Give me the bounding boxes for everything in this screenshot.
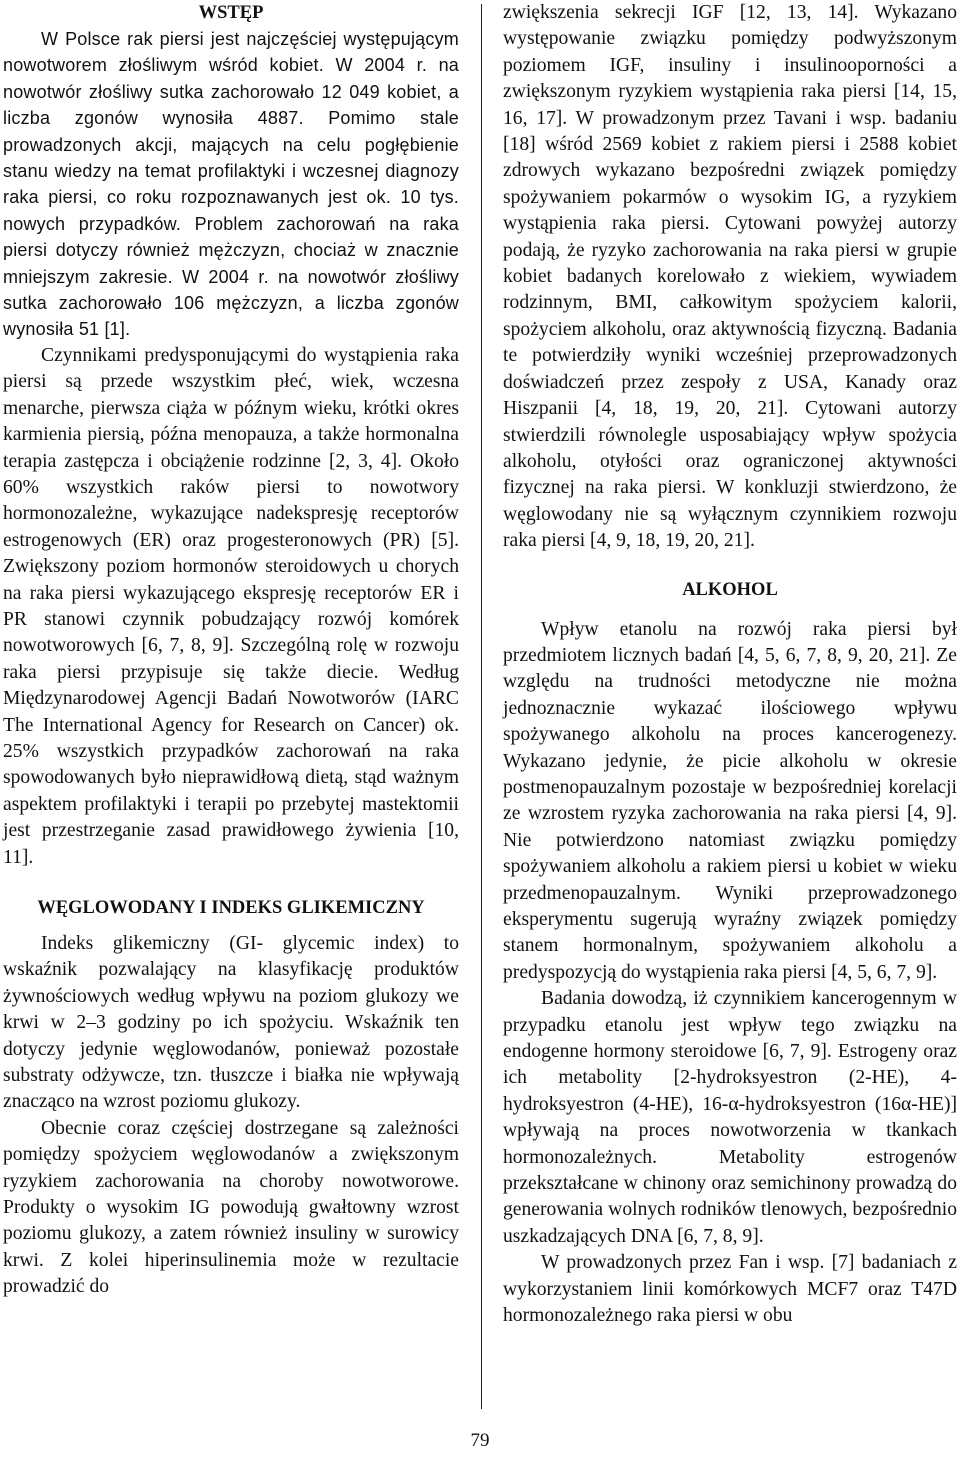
right-column: [503, 0, 957, 1330]
section-heading-alkohol: ALKOHOL: [682, 579, 778, 600]
column-divider: [481, 4, 482, 1409]
paragraph-wstep-2: Czynnikami predysponującymi do wystąpienia raka piersi są przede wszystkim płeć, wiek, wczesna menarche, pierwsza ciąża w późnym wieku, krótki okres karmienia piersią, późna menopauza, a także hormonalna terapia zastępcza i obciążenie rodzinne [2, 3, 4]. Około 60% wszystkich raków piersi to nowotwory hormonozależne, wykazujące nadekspresję receptorów estrogenowych (ER) oraz progesteronowych (PR) [5]. Zwiększony poziom hormonów steroidowych u chorych na raka piersi wykazującego ekspresję receptorów ER i PR stanowi czynnik pobudzający rozwój komórek nowotworowych [6, 7, 8, 9]. Szczególną rolę w rozwoju raka piersi przypisuje się także diecie. Według Międzynarodowej Agencji Badań Nowotworów (IARC The International Agency for Research on Cancer) ok. 25% wszystkich przypadków zachorowań na raka spowodowanych było nieprawidłową dietą, stąd ważnym aspektem profilaktyki i terapii po przebytej mastektomii jest przestrzeganie zasad prawidłowego żywienia [10, 11].: [3, 344, 459, 868]
paragraph-alkohol-3: W prowadzonych przez Fan i wsp. [7] badaniach z wykorzystaniem linii komórkowych MCF7 oraz T47D hormonozależnego raka piersi w obu: [503, 1252, 957, 1327]
paragraph-continued: zwiększenia sekrecji IGF [12, 13, 14]. Wykazano występowanie związku pomiędzy podwyższonym poziomem IGF, insuliny i insulinooporności a zwiększonym ryzykiem wystąpienia raka piersi [14, 15, 16, 17]. W prowadzonym przez Tavani i wsp. badaniu [18] wśród 2569 kobiet z rakiem piersi i 2588 kobiet zdrowych wykazano bezpośredni związek pomiędzy spożywaniem pokarmów o wysokim IG, a ryzykiem wystąpienia raka piersi. Cytowani powyżej autorzy podają, że ryzyko zachorowania na raka piersi w grupie kobiet badanych korelowało z wiekiem, wywiadem rodzinnym, BMI, całkowitym spożyciem kalorii, spożyciem alkoholu, oraz aktywnością fizyczną. Badania te potwierdziły wyniki wcześniej przeprowadzonych doświadczeń przez zespoły z USA, Kanady oraz Hiszpanii [4, 18, 19, 20, 21]. Cytowani autorzy stwierdzili równolegle usposabiający wpływ spożycia alkoholu, otyłości oraz ograniczonej aktywności fizycznej na raka piersi. W konkluzji stwierdzono, że węglowodany nie są wyłącznym czynnikiem rozwoju raka piersi [4, 9, 18, 19, 20, 21].: [503, 2, 957, 552]
paragraph-gi-2: Obecnie coraz częściej dostrzegane są zależności pomiędzy spożyciem węglowodanów a zwiększonym ryzykiem zachorowania na choroby nowotworowe. Produkty o wysokim IG powodują gwałtowny wzrost poziomu glukozy, a zatem również insuliny w surowicy krwi. Z kolei hiperinsulinemia może w rezultacie prowadzić do: [3, 1117, 459, 1298]
page-number: 79: [470, 1430, 490, 1451]
paragraph-wstep-1: W Polsce rak piersi jest najczęściej występującym nowotworem złośliwym wśród kobiet. W 2004 r. na nowotwór złośliwy sutka zachorowało 12 049 kobiet, a liczba zgonów wynosiła 4887. Pomimo stale prowadzonych akcji, mających na celu pogłębienie stanu wiedzy na temat profilaktyki i wczesnej diagnozy raka piersi, co roku rozpoznawanych jest ok. 10 tys. nowych przypadków. Problem zachorowań na raka piersi dotyczy również mężczyzn, chociaż w znacznie mniejszym zakresie. W 2004 r. na nowotwór złośliwy sutka zachorowało 106 mężczyzn, a liczba zgonów wynosiła 51 [1].: [3, 29, 459, 340]
left-column: [3, 0, 459, 1301]
paragraph-gi-1: Indeks glikemiczny (GI- glycemic index) to wskaźnik pozwalający na klasyfikację produktów żywnościowych według wpływu na poziom glukozy we krwi w 2–3 godziny po ich spożyciu. Wskaźnik ten dotyczy jedynie węglowodanów, ponieważ pozostałe substraty odżywcze, tzn. tłuszcze i białka nie wpływają znacząco na wzrost poziomu glukozy.: [3, 933, 459, 1113]
paragraph-alkohol-1: Wpływ etanolu na rozwój raka piersi był przedmiotem licznych badań [4, 5, 6, 7, 8, 9, 20, 21]. Ze względu na trudności metodyczne nie można jednoznacznie wykazać ilościowego wpływu spożywanego alkoholu na proces kancerogenezy. Wykazano jedynie, że picie alkoholu w okresie postmenopauzalnym pozostaje w bezpośredniej korelacji ze wzrostem ryzyka zachorowania na raka piersi [4, 9]. Nie potwierdzono natomiast związku pomiędzy spożywaniem alkoholu a rakiem piersi u kobiet w wieku przedmenopauzalnym. Wyniki przeprowadzonego eksperymentu sugerują wyraźny związek pomiędzy stanem hormonalnym, spożywaniem alkoholu a predyspozycją do wystąpienia raka piersi [4, 5, 6, 7, 9].: [503, 618, 957, 983]
section-heading-wstep: WSTĘP: [198, 3, 264, 23]
section-heading-weglowodany: WĘGLOWODANY I INDEKS GLIKEMICZNY: [37, 898, 425, 918]
paragraph-alkohol-2: Badania dowodzą, iż czynnikiem kancerogennym w przypadku etanolu jest wpływ tego związku na endogenne hormony steroidowe [6, 7, 9]. Estrogeny oraz ich metabolity [2-hydroksyestron (2-HE), 4-hydroksyestron (4-HE), 16-α-hydroksyestron (16α-HE)] wpływają na proces nowotworzenia w tkankach hormonozależnych. Metabolity estrogenów przekształcane w chinony oraz semichinony prowadzą do generowania wolnych rodników tlenowych, bezpośrednio uszkadzających DNA [6, 7, 8, 9].: [503, 988, 957, 1247]
